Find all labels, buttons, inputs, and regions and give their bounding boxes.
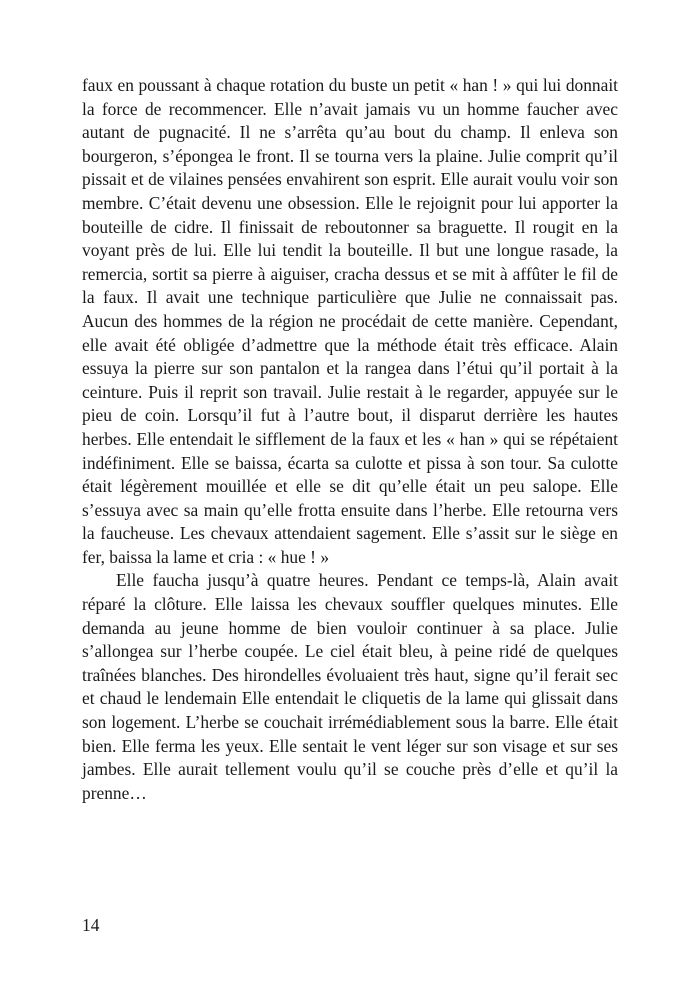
page-body [82, 74, 618, 805]
paragraph-1: faux en poussant à chaque rotation du buste un petit « han ! » qui lui donnait la force de recommencer. Elle n’avait jamais vu un homme faucher avec autant de pugnacité. Il ne s’arrêta qu’au bout du champ. Il enleva son bourgeron, s’épongea le front. Il se tourna vers la plaine. Julie comprit qu’il pissait et de vilaines pensées envahirent son esprit. Elle aurait voulu voir son membre. C’était devenu une obsession. Elle le rejoignit pour lui apporter la bouteille de cidre. Il finissait de reboutonner sa braguette. Il rougit en la voyant près de lui. Elle lui tendit la bouteille. Il but une longue rasade, la remercia, sortit sa pierre à aiguiser, cracha dessus et se mit à affûter le fil de la faux. Il avait une technique particulière que Julie ne connaissait pas. Aucun des hommes de la région ne procédait de cette manière. Cependant, elle avait été obligée d’admettre que la méthode était très efficace. Alain essuya la pierre sur son pantalon et la rangea dans l’étui qu’il portait à la ceinture. Puis il reprit son travail. Julie restait à le regarder, appuyée sur le pieu de coin. Lorsqu’il fut à l’autre bout, il disparut derrière les hautes herbes. Elle entendait le sifflement de la faux et les « han » qui se répétaient indéfiniment. Elle se baissa, écarta sa culotte et pissa à son tour. Sa culotte était légèrement mouillée et elle se dit qu’elle était un peu salope. Elle s’essuya avec sa main qu’elle frotta ensuite dans l’herbe. Elle retourna vers la faucheuse. Les chevaux attendaient sagement. Elle s’assit sur le siège en fer, baissa la lame et cria : « hue ! » [82, 75, 618, 567]
paragraph-2: Elle faucha jusqu’à quatre heures. Pendant ce temps-là, Alain avait réparé la clôture. Elle laissa les chevaux souffler quelques minutes. Elle demanda au jeune homme de bien vouloir continuer à sa place. Julie s’allongea sur l’herbe coupée. Le ciel était bleu, à peine ridé de quelques traînées blanches. Des hirondelles évoluaient très haut, signe qu’il ferait sec et chaud le lendemain Elle entendait le cliquetis de la lame qui glissait dans son logement. L’herbe se couchait irrémédiablement sous la barre. Elle était bien. Elle ferma les yeux. Elle sentait le vent léger sur son visage et sur ses jambes. Elle aurait tellement voulu qu’il se couche près d’elle et qu’il la prenne… [82, 570, 618, 803]
page-number: 14 [82, 915, 100, 935]
